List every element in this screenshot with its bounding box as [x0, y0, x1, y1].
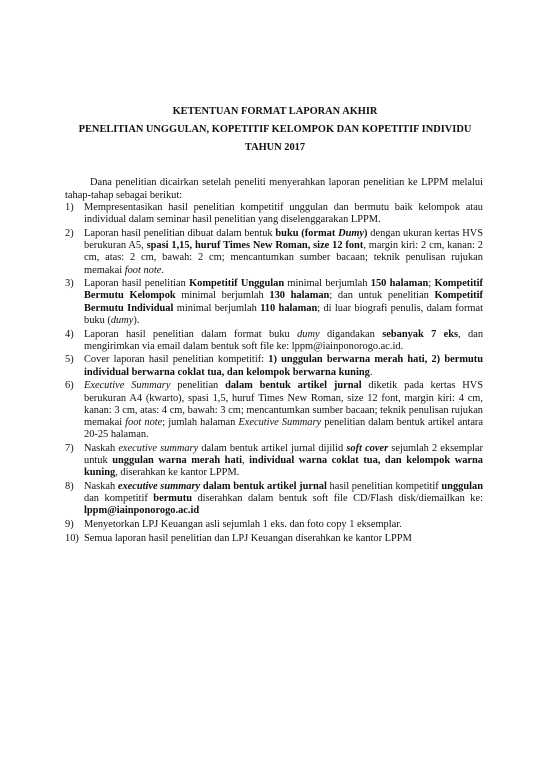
list-item-text: spasi 1,15, huruf Times New Roman, size 12 font — [146, 240, 364, 252]
list-item-number: 9) — [65, 519, 74, 531]
list-item-text: Dumy — [338, 227, 365, 239]
list-item-text: sebanyak 7 eks — [382, 328, 459, 340]
list-item-text: . — [161, 264, 164, 276]
list-item — [65, 519, 483, 531]
list-item-text: soft cover — [346, 442, 389, 454]
document-subtitle: PENELITIAN UNGGULAN, KOPETITIF KELOMPOK DAN KOPETITIF INDIVIDU — [78, 124, 472, 135]
list-item-text: minimal berjumlah — [173, 302, 261, 314]
list-item-text: , margin kiri: 2 cm, kanan: 2 cm, atas: 2 cm, bawah: 2 cm; mencantumkan sumber bacaan; teknik penulisan rujukan memakai — [84, 240, 483, 276]
list-item-text: sejumlah 2 eksemplar untuk — [84, 442, 483, 467]
list-item-text: foot note — [125, 416, 163, 428]
list-item-text: Kompetitif Bermutu Individual — [84, 290, 483, 314]
list-item-number: 6) — [65, 380, 74, 392]
list-item-number: 1) — [65, 202, 74, 213]
list-item-number: 4) — [65, 328, 74, 340]
list-item-text: Executive Summary — [238, 416, 322, 428]
list-item-text: 150 halaman — [370, 278, 429, 290]
list-item-number: 2) — [65, 227, 74, 239]
list-item-text: ; — [428, 278, 435, 290]
list-item-text: 130 halaman — [269, 290, 330, 302]
list-item-text: ; di luar biografi penulis, dalam format buku ( — [84, 302, 483, 326]
list-item-text: individual warna coklat tua, dan kelompok warna kuning — [84, 455, 483, 479]
list-item — [65, 228, 483, 277]
list-item-text: Executive Summary — [84, 380, 171, 392]
list-item-text: ; dan untuk penelitian — [329, 290, 435, 302]
list-item-text: digandakan — [319, 328, 383, 340]
requirements-list — [65, 202, 483, 546]
list-item-text: dalam bentuk artikel jurnal dijilid — [198, 442, 347, 454]
list-item-text: unggulan — [441, 480, 483, 492]
list-item-text: Naskah — [84, 442, 119, 454]
list-item-text: dengan ukuran kertas HVS berukuran A5, — [84, 227, 483, 252]
list-item-text: Laporan hasil penelitian dalam format buku — [84, 328, 298, 340]
list-item-text: Naskah — [84, 480, 118, 492]
list-item-text: Laporan hasil penelitian — [84, 278, 190, 290]
list-item-text: ) — [364, 227, 368, 239]
list-item-text: executive summary — [118, 442, 199, 454]
list-item-text: executive summary — [117, 480, 201, 492]
list-item-text: dalam bentuk artikel jurnal — [202, 480, 327, 492]
list-item-text: foot note — [124, 264, 162, 276]
list-item-text: , dan mengirimkan via email dalam bentuk soft file ke: lppm@iainponorogo.ac.id. — [84, 328, 484, 352]
list-item-text: Mempresentasikan hasil penelitian kompetitif unggulan dan bermutu baik kelompok atau individual dalam seminar hasil penelitian yang diselenggarakan LPPM. — [84, 202, 483, 226]
list-item-text: unggulan warna merah hati — [112, 455, 242, 467]
list-item-text: Semua laporan hasil penelitian dan LPJ Keuangan diserahkan ke kantor LPPM — [84, 532, 412, 544]
list-item-text: minimal berjumlah — [284, 278, 371, 290]
list-item — [65, 443, 483, 480]
list-item-text: minimal berjumlah — [175, 290, 270, 302]
list-item-text: , — [242, 455, 250, 467]
intro-paragraph: Dana penelitian dicairkan setelah peneliti menyerahkan laporan penelitian ke LPPM melalui tahap-tahap sebagai berikut: — [65, 177, 483, 201]
list-item-text: 1) unggulan berwarna merah hati, 2) bermutu individual berwarna coklat tua, dan kelompok berwarna kuning — [84, 354, 483, 378]
list-item — [65, 278, 483, 327]
list-item-text: dumy — [110, 314, 134, 326]
list-item-text: bermutu — [153, 493, 192, 505]
list-item-text: . — [369, 366, 373, 378]
list-item-number: 3) — [65, 278, 74, 290]
list-item-text: dalam bentuk artikel jurnal — [225, 380, 362, 392]
list-item — [65, 202, 483, 226]
list-item-number: 7) — [65, 442, 74, 454]
list-item-number: 8) — [65, 480, 74, 492]
list-item-text: ; jumlah halaman — [162, 416, 239, 428]
list-item-text: hasil penelitian kompetitif — [326, 480, 442, 492]
list-item-text: Menyetorkan LPJ Keuangan asli sejumlah 1 eks. dan foto copy 1 eksemplar. — [84, 519, 402, 531]
list-item-text: dumy — [297, 328, 320, 340]
list-item — [65, 481, 483, 518]
list-item-text: lppm@iainponorogo.ac.id — [84, 505, 200, 517]
document-title: KETENTUAN FORMAT LAPORAN AKHIR — [172, 106, 378, 117]
list-item-text: diketik pada kertas HVS berukuran A4 (kwarto), spasi 1,5, huruf Times New Roman, size 12 font, margin kiri: 4 cm, kanan: 3 cm, atas: 4 cm, bawah: 3 cm; mencantumkan sumber bacaan; teknik penulisan rujukan memakai — [84, 380, 483, 428]
list-item-text: 110 halaman — [260, 302, 318, 314]
list-item-text: Kompetitif Unggulan — [189, 278, 285, 290]
list-item-text: Cover laporan hasil penelitian kompetitif: — [84, 354, 269, 366]
list-item-text: buku (format — [275, 227, 339, 239]
list-item — [65, 329, 483, 353]
list-item-text: , diserahkan ke kantor LPPM. — [115, 467, 240, 479]
list-item-text: dan kompetitif — [84, 493, 154, 505]
list-item-text: Laporan hasil penelitian dibuat dalam bentuk — [84, 227, 276, 239]
list-item — [65, 380, 483, 441]
list-item — [65, 354, 483, 378]
list-item-text: diserahkan dalam bentuk soft file CD/Flash disk/diemailkan ke: — [191, 493, 483, 505]
list-item-text: ). — [133, 314, 140, 326]
list-item-text: penelitian dalam bentuk artikel antara 20-25 halaman. — [84, 416, 484, 441]
list-item-text: Kompetitif Bermutu Kelompok — [84, 278, 483, 302]
list-item — [65, 533, 483, 545]
document-year: TAHUN 2017 — [244, 142, 306, 153]
list-item-number: 10) — [65, 532, 79, 544]
list-item-number: 5) — [65, 354, 74, 366]
list-item-text: penelitian — [170, 380, 226, 392]
